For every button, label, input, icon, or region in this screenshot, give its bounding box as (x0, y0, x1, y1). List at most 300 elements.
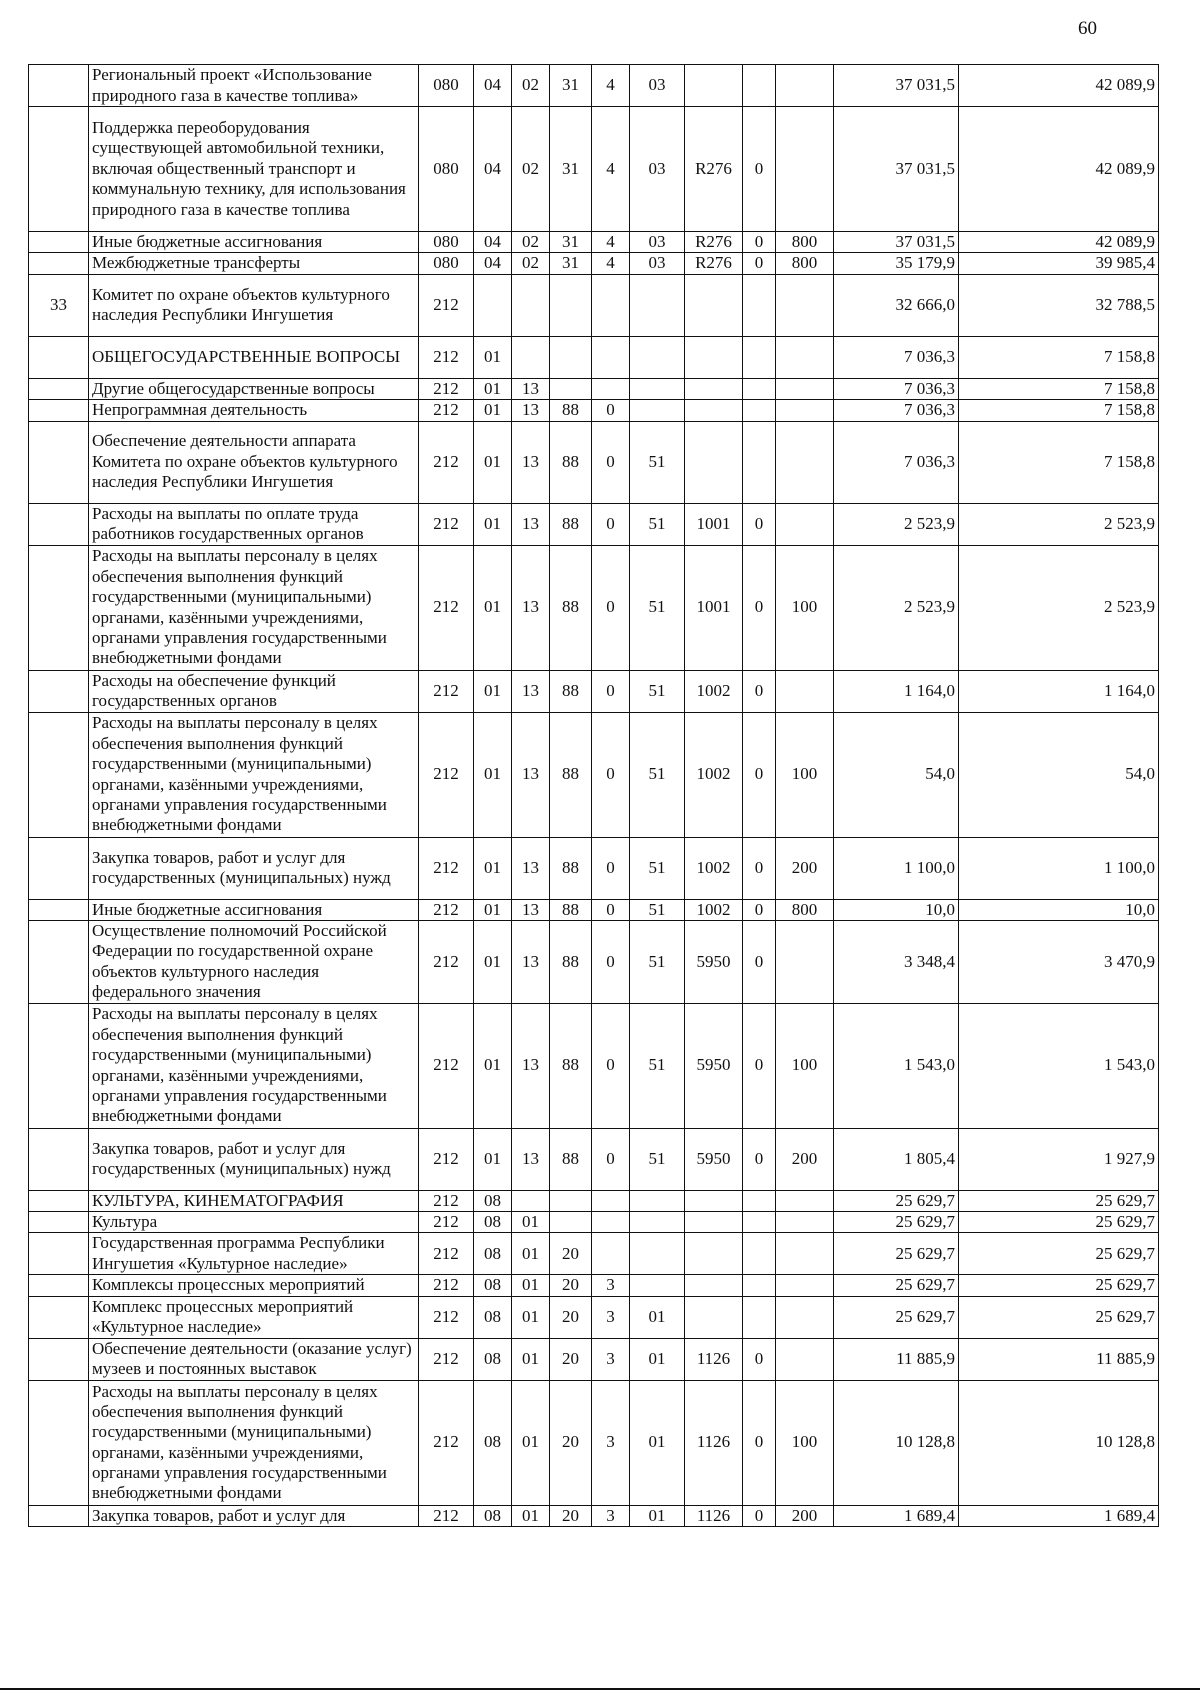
row-index (29, 1296, 89, 1338)
code-vr (776, 421, 834, 503)
row-index (29, 1211, 89, 1232)
amount-year-1: 32 666,0 (834, 274, 959, 336)
amount-year-1: 54,0 (834, 712, 959, 837)
code-sub-dir: 0 (743, 1003, 776, 1128)
code-gr: 212 (419, 1190, 474, 1211)
code-rz: 01 (474, 920, 512, 1003)
code-pr: 01 (512, 1338, 550, 1380)
code-sub (592, 1233, 630, 1275)
code-event: 03 (630, 253, 685, 274)
code-event: 51 (630, 421, 685, 503)
code-prog: 88 (550, 712, 592, 837)
code-sub: 0 (592, 400, 630, 421)
row-index (29, 336, 89, 378)
table-row (29, 1211, 1159, 1232)
row-index (29, 899, 89, 920)
amount-year-2: 1 164,0 (959, 670, 1159, 712)
row-index (29, 107, 89, 232)
row-name: Комплексы процессных мероприятий (89, 1275, 419, 1296)
amount-year-1: 10,0 (834, 899, 959, 920)
page-number: 60 (1078, 18, 1097, 39)
code-vr (776, 670, 834, 712)
table-row (29, 1296, 1159, 1338)
code-sub-dir (743, 1296, 776, 1338)
code-sub: 3 (592, 1275, 630, 1296)
code-vr: 100 (776, 1003, 834, 1128)
code-dir (685, 400, 743, 421)
code-event: 01 (630, 1338, 685, 1380)
table-row (29, 336, 1159, 378)
code-dir: 5950 (685, 920, 743, 1003)
amount-year-1: 25 629,7 (834, 1211, 959, 1232)
code-vr (776, 107, 834, 232)
code-vr: 800 (776, 232, 834, 253)
row-index (29, 1338, 89, 1380)
code-event (630, 378, 685, 399)
table-row (29, 65, 1159, 107)
table-body (29, 65, 1159, 1527)
code-sub: 0 (592, 1128, 630, 1190)
code-prog: 88 (550, 503, 592, 545)
code-gr: 212 (419, 1003, 474, 1128)
code-pr: 13 (512, 920, 550, 1003)
code-sub-dir (743, 1275, 776, 1296)
code-sub-dir (743, 1211, 776, 1232)
code-prog (550, 274, 592, 336)
code-pr: 01 (512, 1233, 550, 1275)
table-row (29, 107, 1159, 232)
amount-year-2: 39 985,4 (959, 253, 1159, 274)
amount-year-1: 1 164,0 (834, 670, 959, 712)
amount-year-2: 10 128,8 (959, 1380, 1159, 1505)
amount-year-1: 2 523,9 (834, 503, 959, 545)
code-event (630, 1233, 685, 1275)
row-index (29, 253, 89, 274)
code-dir (685, 1275, 743, 1296)
code-sub-dir (743, 1233, 776, 1275)
code-sub-dir: 0 (743, 232, 776, 253)
row-index (29, 1505, 89, 1526)
code-dir (685, 274, 743, 336)
code-pr: 13 (512, 837, 550, 899)
code-sub: 0 (592, 503, 630, 545)
row-index (29, 421, 89, 503)
code-prog: 88 (550, 421, 592, 503)
code-dir: R276 (685, 253, 743, 274)
row-name: ОБЩЕГОСУДАРСТВЕННЫЕ ВОПРОСЫ (89, 336, 419, 378)
code-event (630, 400, 685, 421)
code-pr: 02 (512, 107, 550, 232)
code-pr: 01 (512, 1380, 550, 1505)
code-sub-dir: 0 (743, 253, 776, 274)
code-prog: 31 (550, 65, 592, 107)
code-vr (776, 1275, 834, 1296)
table-row (29, 232, 1159, 253)
amount-year-1: 25 629,7 (834, 1190, 959, 1211)
code-prog: 20 (550, 1296, 592, 1338)
code-dir: R276 (685, 232, 743, 253)
table-row (29, 899, 1159, 920)
code-gr: 212 (419, 1380, 474, 1505)
code-pr: 01 (512, 1296, 550, 1338)
code-dir (685, 1211, 743, 1232)
code-dir (685, 1296, 743, 1338)
amount-year-1: 7 036,3 (834, 421, 959, 503)
code-vr (776, 1233, 834, 1275)
code-pr: 13 (512, 712, 550, 837)
table-row (29, 503, 1159, 545)
code-sub-dir: 0 (743, 1128, 776, 1190)
code-rz: 01 (474, 545, 512, 670)
code-prog (550, 378, 592, 399)
amount-year-2: 1 543,0 (959, 1003, 1159, 1128)
row-name: Иные бюджетные ассигнования (89, 899, 419, 920)
code-dir: 1002 (685, 712, 743, 837)
code-gr: 080 (419, 232, 474, 253)
amount-year-2: 7 158,8 (959, 336, 1159, 378)
code-prog: 88 (550, 545, 592, 670)
code-vr (776, 1211, 834, 1232)
code-gr: 080 (419, 65, 474, 107)
code-vr (776, 1190, 834, 1211)
code-prog: 88 (550, 899, 592, 920)
code-pr: 13 (512, 1003, 550, 1128)
amount-year-2: 54,0 (959, 712, 1159, 837)
amount-year-2: 3 470,9 (959, 920, 1159, 1003)
code-sub: 3 (592, 1338, 630, 1380)
amount-year-1: 2 523,9 (834, 545, 959, 670)
amount-year-1: 1 805,4 (834, 1128, 959, 1190)
table-row (29, 670, 1159, 712)
code-rz: 01 (474, 670, 512, 712)
row-index (29, 400, 89, 421)
code-sub-dir (743, 378, 776, 399)
code-pr: 02 (512, 232, 550, 253)
code-vr (776, 336, 834, 378)
code-prog: 20 (550, 1338, 592, 1380)
code-vr: 100 (776, 545, 834, 670)
code-sub-dir: 0 (743, 1338, 776, 1380)
code-sub-dir: 0 (743, 837, 776, 899)
amount-year-2: 11 885,9 (959, 1338, 1159, 1380)
code-dir: 1001 (685, 503, 743, 545)
row-index (29, 545, 89, 670)
code-prog (550, 1211, 592, 1232)
amount-year-2: 32 788,5 (959, 274, 1159, 336)
row-name: Расходы на обеспечение функций государственных органов (89, 670, 419, 712)
code-rz: 08 (474, 1275, 512, 1296)
code-sub-dir (743, 336, 776, 378)
code-dir (685, 378, 743, 399)
code-sub-dir (743, 274, 776, 336)
code-event: 01 (630, 1380, 685, 1505)
code-prog: 88 (550, 1128, 592, 1190)
amount-year-1: 37 031,5 (834, 107, 959, 232)
code-dir: 5950 (685, 1003, 743, 1128)
code-gr: 080 (419, 253, 474, 274)
code-event (630, 1190, 685, 1211)
amount-year-2: 1 927,9 (959, 1128, 1159, 1190)
row-name: Непрограммная деятельность (89, 400, 419, 421)
code-rz: 08 (474, 1211, 512, 1232)
code-event: 03 (630, 107, 685, 232)
row-name: Обеспечение деятельности (оказание услуг) музеев и постоянных выставок (89, 1338, 419, 1380)
code-dir: 1002 (685, 837, 743, 899)
code-sub: 3 (592, 1380, 630, 1505)
row-name: Комплекс процессных мероприятий «Культурное наследие» (89, 1296, 419, 1338)
table-row (29, 545, 1159, 670)
code-event: 51 (630, 545, 685, 670)
amount-year-2: 42 089,9 (959, 107, 1159, 232)
amount-year-2: 42 089,9 (959, 232, 1159, 253)
code-vr: 800 (776, 253, 834, 274)
code-sub: 0 (592, 1003, 630, 1128)
amount-year-2: 1 100,0 (959, 837, 1159, 899)
code-sub-dir (743, 1190, 776, 1211)
code-vr: 100 (776, 1380, 834, 1505)
code-pr: 01 (512, 1211, 550, 1232)
table-row (29, 837, 1159, 899)
code-sub: 4 (592, 65, 630, 107)
code-gr: 212 (419, 1296, 474, 1338)
code-rz: 08 (474, 1296, 512, 1338)
table-row (29, 378, 1159, 399)
amount-year-1: 11 885,9 (834, 1338, 959, 1380)
table-row (29, 1380, 1159, 1505)
code-rz: 08 (474, 1190, 512, 1211)
row-index (29, 670, 89, 712)
code-rz: 08 (474, 1505, 512, 1526)
code-prog: 88 (550, 400, 592, 421)
code-sub: 4 (592, 232, 630, 253)
code-sub-dir: 0 (743, 545, 776, 670)
code-sub (592, 1211, 630, 1232)
code-gr: 212 (419, 1211, 474, 1232)
code-sub-dir (743, 421, 776, 503)
code-event (630, 1211, 685, 1232)
code-sub: 0 (592, 899, 630, 920)
code-rz: 04 (474, 253, 512, 274)
code-event: 51 (630, 503, 685, 545)
amount-year-1: 1 543,0 (834, 1003, 959, 1128)
code-sub-dir (743, 65, 776, 107)
row-index (29, 1275, 89, 1296)
row-name: Осуществление полномочий Российской Федерации по государственной охране объектов культурного наследия федерального значения (89, 920, 419, 1003)
table-row (29, 400, 1159, 421)
code-prog: 88 (550, 1003, 592, 1128)
code-dir: 1002 (685, 899, 743, 920)
table-row (29, 421, 1159, 503)
row-name: Поддержка переоборудования существующей автомобильной техники, включая общественный транспорт и коммунальную технику, для использования природного газа в качестве топлива (89, 107, 419, 232)
code-vr (776, 274, 834, 336)
code-vr: 200 (776, 1128, 834, 1190)
amount-year-1: 25 629,7 (834, 1296, 959, 1338)
code-dir (685, 1233, 743, 1275)
code-gr: 212 (419, 274, 474, 336)
row-index (29, 65, 89, 107)
code-sub: 0 (592, 421, 630, 503)
row-index (29, 1190, 89, 1211)
row-index (29, 1003, 89, 1128)
row-index (29, 712, 89, 837)
code-gr: 212 (419, 1338, 474, 1380)
code-pr: 01 (512, 1275, 550, 1296)
code-gr: 212 (419, 1233, 474, 1275)
code-pr: 01 (512, 1505, 550, 1526)
code-gr: 212 (419, 1275, 474, 1296)
code-event: 51 (630, 670, 685, 712)
row-index (29, 920, 89, 1003)
row-name: Расходы на выплаты персоналу в целях обеспечения выполнения функций государственными (муниципальными) органами, казёнными учреждениями, органами управления государственными внебюджетными фондами (89, 545, 419, 670)
row-index (29, 1233, 89, 1275)
row-name: Государственная программа Республики Ингушетия «Культурное наследие» (89, 1233, 419, 1275)
code-gr: 080 (419, 107, 474, 232)
code-gr: 212 (419, 1128, 474, 1190)
amount-year-2: 25 629,7 (959, 1275, 1159, 1296)
code-gr: 212 (419, 899, 474, 920)
code-sub (592, 1190, 630, 1211)
row-name: Культура (89, 1211, 419, 1232)
code-prog: 31 (550, 107, 592, 232)
row-index (29, 837, 89, 899)
code-rz: 01 (474, 712, 512, 837)
code-sub-dir (743, 400, 776, 421)
code-pr: 13 (512, 545, 550, 670)
bottom-rule (0, 1688, 1200, 1690)
code-dir: 1126 (685, 1338, 743, 1380)
code-vr: 800 (776, 899, 834, 920)
code-pr: 02 (512, 65, 550, 107)
code-event: 01 (630, 1505, 685, 1526)
table-row (29, 1233, 1159, 1275)
amount-year-1: 10 128,8 (834, 1380, 959, 1505)
row-name: Закупка товаров, работ и услуг для государственных (муниципальных) нужд (89, 837, 419, 899)
code-gr: 212 (419, 670, 474, 712)
amount-year-2: 2 523,9 (959, 503, 1159, 545)
code-gr: 212 (419, 336, 474, 378)
code-sub-dir: 0 (743, 1380, 776, 1505)
code-sub-dir: 0 (743, 920, 776, 1003)
code-sub: 4 (592, 253, 630, 274)
code-vr (776, 1296, 834, 1338)
table-row (29, 920, 1159, 1003)
code-prog (550, 336, 592, 378)
amount-year-1: 35 179,9 (834, 253, 959, 274)
table-row (29, 1003, 1159, 1128)
code-sub: 3 (592, 1296, 630, 1338)
row-index (29, 1128, 89, 1190)
code-dir (685, 65, 743, 107)
row-name: Обеспечение деятельности аппарата Комитета по охране объектов культурного наследия Республики Ингушетия (89, 421, 419, 503)
code-sub-dir: 0 (743, 107, 776, 232)
code-gr: 212 (419, 712, 474, 837)
row-name: Расходы на выплаты по оплате труда работников государственных органов (89, 503, 419, 545)
code-sub-dir: 0 (743, 1505, 776, 1526)
code-prog: 20 (550, 1505, 592, 1526)
code-rz: 04 (474, 107, 512, 232)
code-pr: 13 (512, 421, 550, 503)
code-dir (685, 1190, 743, 1211)
row-name: Комитет по охране объектов культурного наследия Республики Ингушетия (89, 274, 419, 336)
amount-year-1: 37 031,5 (834, 232, 959, 253)
code-rz: 01 (474, 378, 512, 399)
row-name: Расходы на выплаты персоналу в целях обеспечения выполнения функций государственными (муниципальными) органами, казёнными учреждениями, органами управления государственными внебюджетными фондами (89, 1003, 419, 1128)
amount-year-1: 25 629,7 (834, 1233, 959, 1275)
amount-year-2: 7 158,8 (959, 378, 1159, 399)
code-sub: 3 (592, 1505, 630, 1526)
code-dir: 1126 (685, 1505, 743, 1526)
code-vr: 100 (776, 712, 834, 837)
code-prog: 20 (550, 1275, 592, 1296)
code-vr (776, 65, 834, 107)
row-name: Закупка товаров, работ и услуг для (89, 1505, 419, 1526)
amount-year-2: 2 523,9 (959, 545, 1159, 670)
code-rz: 01 (474, 336, 512, 378)
amount-year-2: 7 158,8 (959, 421, 1159, 503)
row-name: Закупка товаров, работ и услуг для государственных (муниципальных) нужд (89, 1128, 419, 1190)
row-name: Межбюджетные трансферты (89, 253, 419, 274)
code-sub-dir: 0 (743, 899, 776, 920)
row-index: 33 (29, 274, 89, 336)
code-gr: 212 (419, 378, 474, 399)
amount-year-2: 25 629,7 (959, 1211, 1159, 1232)
code-rz: 08 (474, 1380, 512, 1505)
code-gr: 212 (419, 421, 474, 503)
code-rz (474, 274, 512, 336)
budget-table (28, 64, 1159, 1527)
code-prog: 88 (550, 837, 592, 899)
amount-year-2: 10,0 (959, 899, 1159, 920)
code-gr: 212 (419, 545, 474, 670)
code-pr: 13 (512, 899, 550, 920)
code-gr: 212 (419, 503, 474, 545)
code-dir (685, 336, 743, 378)
code-dir: 5950 (685, 1128, 743, 1190)
code-pr: 13 (512, 503, 550, 545)
row-index (29, 503, 89, 545)
amount-year-2: 25 629,7 (959, 1233, 1159, 1275)
code-event: 51 (630, 712, 685, 837)
table-row (29, 712, 1159, 837)
amount-year-2: 25 629,7 (959, 1296, 1159, 1338)
row-name: Расходы на выплаты персоналу в целях обеспечения выполнения функций государственными (муниципальными) органами, казёнными учреждениями, органами управления государственными внебюджетными фондами (89, 1380, 419, 1505)
code-rz: 04 (474, 65, 512, 107)
row-name: Расходы на выплаты персоналу в целях обеспечения выполнения функций государственными (муниципальными) органами, казёнными учреждениями, органами управления государственными внебюджетными фондами (89, 712, 419, 837)
code-vr: 200 (776, 1505, 834, 1526)
code-prog: 31 (550, 232, 592, 253)
code-rz: 04 (474, 232, 512, 253)
code-sub-dir: 0 (743, 712, 776, 837)
code-pr (512, 336, 550, 378)
code-sub: 0 (592, 545, 630, 670)
amount-year-1: 7 036,3 (834, 378, 959, 399)
table-row (29, 253, 1159, 274)
code-prog: 31 (550, 253, 592, 274)
code-rz: 01 (474, 837, 512, 899)
code-gr: 212 (419, 1505, 474, 1526)
code-event: 51 (630, 837, 685, 899)
amount-year-1: 7 036,3 (834, 400, 959, 421)
code-event: 03 (630, 65, 685, 107)
code-vr (776, 1338, 834, 1380)
code-sub (592, 274, 630, 336)
code-vr (776, 503, 834, 545)
code-rz: 01 (474, 503, 512, 545)
amount-year-1: 37 031,5 (834, 65, 959, 107)
row-name: Другие общегосударственные вопросы (89, 378, 419, 399)
code-event (630, 336, 685, 378)
code-rz: 01 (474, 1128, 512, 1190)
